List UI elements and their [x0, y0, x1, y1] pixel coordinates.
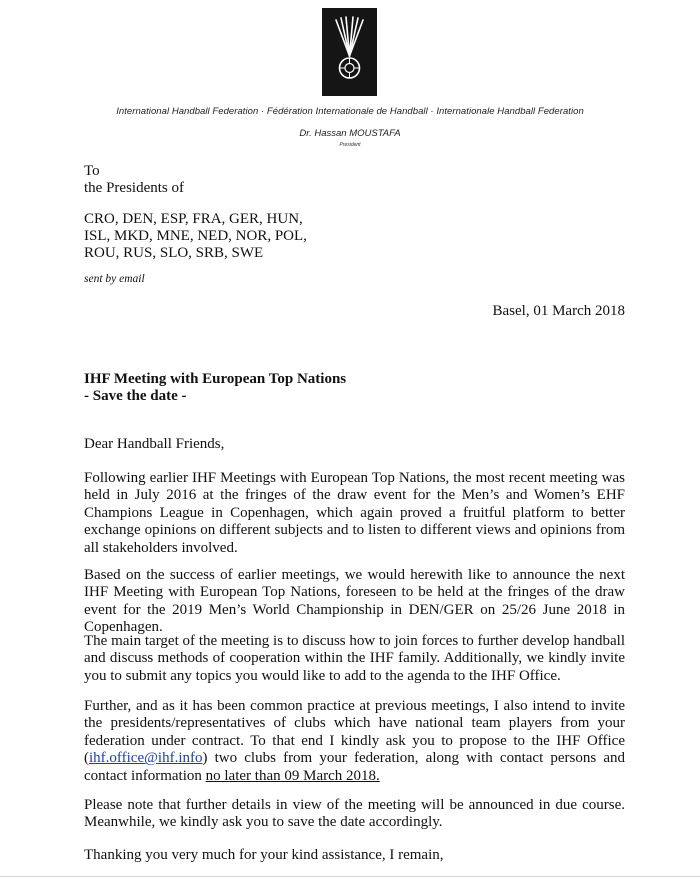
paragraph-text: Further, and as it has been common practice at previous meetings, I also intend to invite the presidents/representatives of clubs which have national team players from your federation under contract. To that end I kindly ask you to propose to the IHF Office (	[84, 698, 625, 767]
paragraph: Following earlier IHF Meetings with European Top Nations, the most recent meeting was held in July 2016 at the fringes of the draw event for the Men’s and Women’s EHF Champions League in Copenhagen, which again proved a fruitful platform to better exchange opinions on different subjects and to listen to different views and opinions from all stakeholders involved.	[84, 470, 625, 556]
recipient-countries-line: ROU, RUS, SLO, SRB, SWE	[84, 245, 264, 261]
organisation-line: International Handball Federation · Fédération Internationale de Handball · Internationale Handball Federation	[116, 106, 584, 117]
president-name: Dr. Hassan MOUSTAFA	[299, 128, 401, 139]
salutation: Dear Handball Friends,	[84, 436, 225, 452]
page-edge-divider	[0, 876, 700, 877]
subject-title: IHF Meeting with European Top Nations	[84, 371, 347, 387]
paragraph: The main target of the meeting is to discuss how to join forces to further develop handball and discuss methods of cooperation within the IHF family. Additionally, we kindly invite you to submit any topics you would like to add to the agenda to the IHF Office.	[84, 633, 625, 684]
ihf-emblem-icon	[322, 8, 377, 96]
paragraph: Please note that further details in view of the meeting will be announced in due course. Meanwhile, we kindly ask you to save the date accordingly.	[84, 797, 625, 831]
paragraph: Based on the success of earlier meetings, we would herewith like to announce the next IHF Meeting with European Top Nations, foreseen to be held at the fringes of the draw event for the 2019 Men’s World Championship in DEN/GER on 25/26 June 2018 in Copenhagen.	[84, 567, 625, 636]
paragraph-text: ) two clubs from your federation, along with contact persons and contact information	[84, 750, 625, 784]
recipient-countries-line: CRO, DEN, ESP, FRA, GER, HUN,	[84, 211, 303, 227]
president-title: President	[339, 142, 361, 148]
recipient-presidents: the Presidents of	[84, 180, 184, 196]
deadline-text: no later than 09 March 2018.	[205, 767, 380, 784]
paragraph	[84, 698, 625, 785]
letter-date: Basel, 01 March 2018	[492, 303, 625, 319]
ihf-office-email-link[interactable]: ihf.office@ihf.info	[89, 750, 203, 767]
recipient-to: To	[84, 163, 100, 179]
closing-line: Thanking you very much for your kind assistance, I remain,	[84, 847, 444, 863]
sent-by-note: sent by email	[84, 273, 145, 285]
recipient-countries-line: ISL, MKD, MNE, NED, NOR, POL,	[84, 228, 307, 244]
subject-subtitle: - Save the date -	[84, 388, 187, 404]
